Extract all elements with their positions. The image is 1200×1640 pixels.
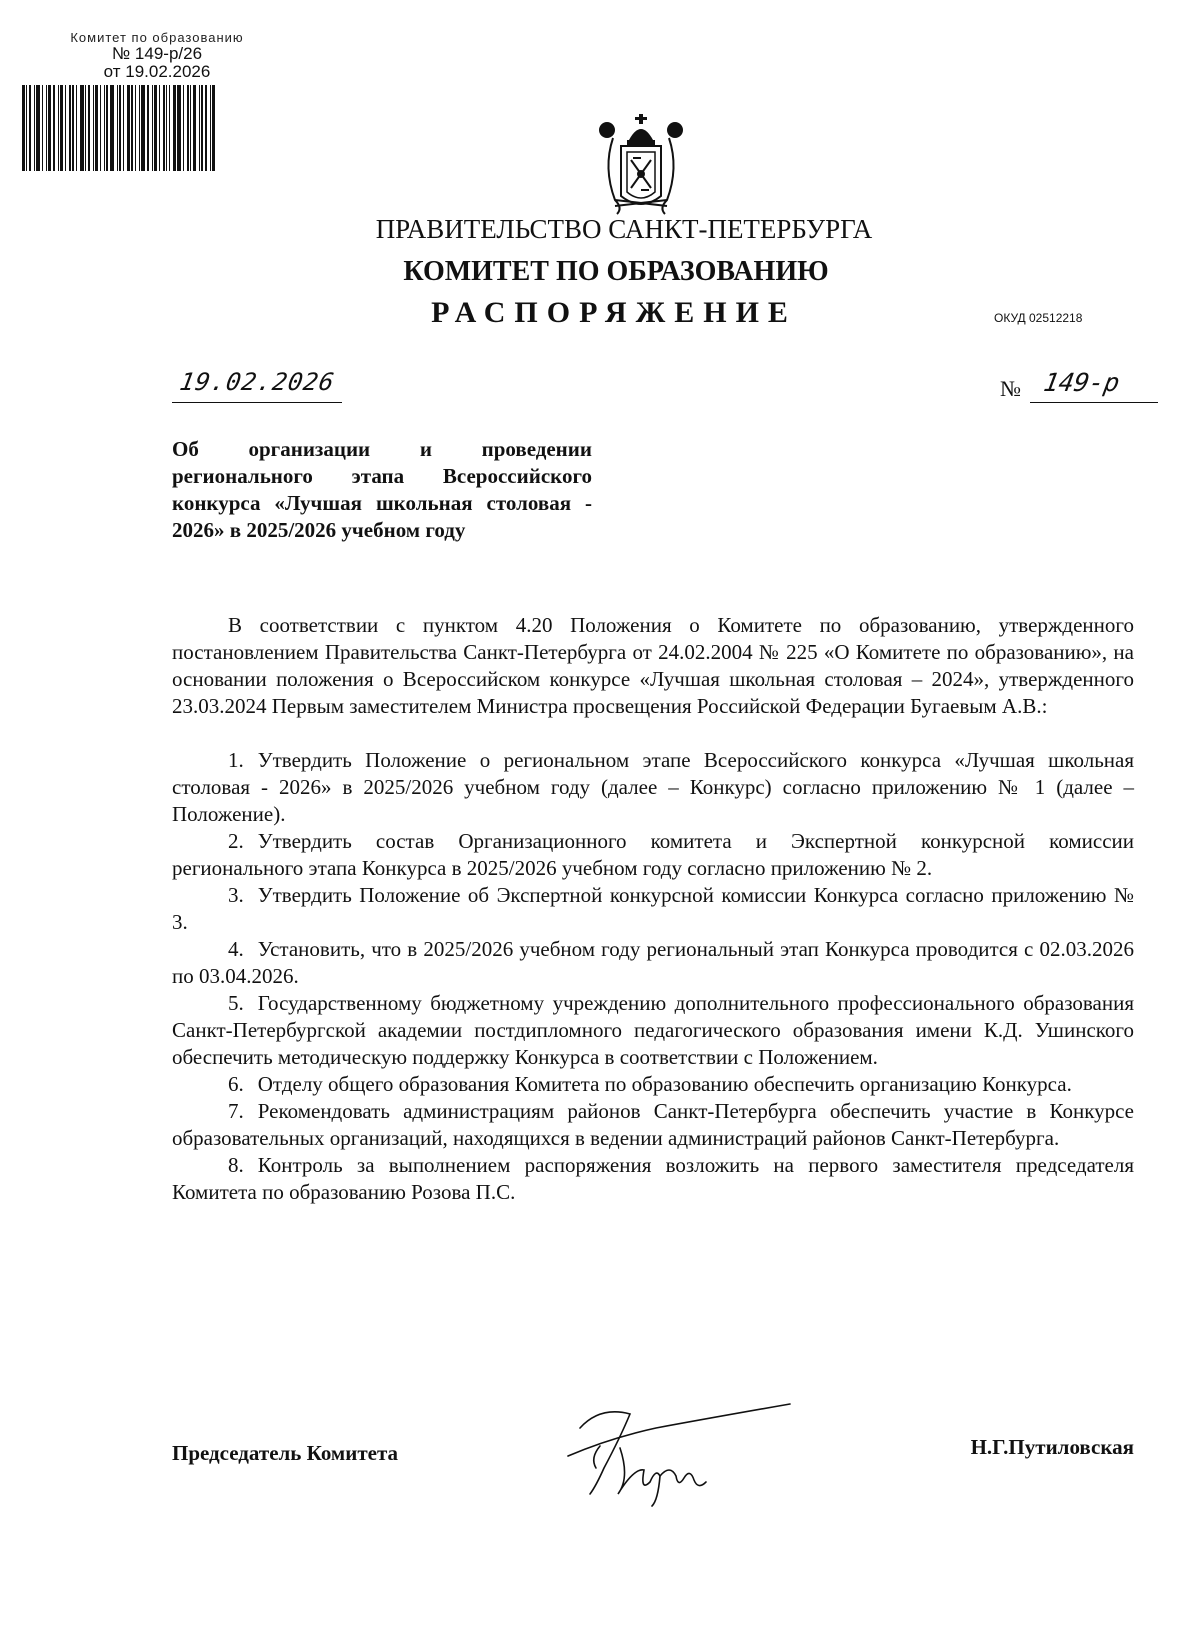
barcode-bar — [183, 85, 184, 171]
number-field — [1030, 368, 1158, 403]
barcode-bar — [173, 85, 176, 171]
order-item — [172, 1071, 1134, 1098]
order-item — [172, 936, 1134, 990]
order-item-text: Рекомендовать администрациям районов Санкт-Петербурга обеспечить участие в Конкурсе образовательных организаций, находящихся в ведении администраций районов Санкт-Петербурга. — [172, 1099, 1134, 1150]
barcode-bar — [139, 85, 140, 171]
order-item — [172, 747, 1134, 828]
barcode-bar — [212, 85, 215, 171]
number-label: № — [1000, 376, 1021, 401]
barcode-bar — [131, 85, 133, 171]
stamp-org: Комитет по образованию — [70, 30, 244, 45]
document-subject: Об организации и проведении регионального этапа Всероссийского конкурса «Лучшая школьная столовая - 2026» в 2025/2026 учебном году — [172, 437, 592, 542]
barcode-bar — [65, 85, 66, 171]
barcode-bar — [69, 85, 71, 171]
document-number — [1000, 368, 1160, 404]
government-title: ПРАВИТЕЛЬСТВО САНКТ-ПЕТЕРБУРГА — [375, 214, 873, 244]
barcode-bar — [147, 85, 149, 171]
barcode-bar — [58, 85, 59, 171]
barcode-bar — [48, 85, 51, 171]
signer-title: Председатель Комитета — [172, 1441, 399, 1465]
handwritten-number: 149-р — [1041, 368, 1122, 397]
order-item — [172, 1098, 1134, 1152]
barcode-bar — [201, 85, 203, 171]
barcode-bar — [46, 85, 47, 171]
barcode-bar — [163, 85, 165, 171]
document-type: РАСПОРЯЖЕНИЕ — [431, 296, 797, 329]
okud-code: ОКУД 02512218 — [994, 311, 1083, 325]
order-item-text: Установить, что в 2025/2026 учебном году региональный этап Конкурса проводится с 02.03.2026 по 03.04.2026. — [172, 937, 1134, 988]
order-item-text: Отделу общего образования Комитета по образованию обеспечить организацию Конкурса. — [257, 1072, 1072, 1096]
barcode-bar — [88, 85, 90, 171]
order-items — [172, 747, 1134, 1206]
stamp-date: от 19.02.2026 — [103, 62, 211, 81]
order-item-number: 2. — [228, 829, 244, 853]
order-item-text: Контроль за выполнением распоряжения возложить на первого заместителя председателя Комитета по образованию Розова П.С. — [172, 1153, 1134, 1204]
order-item-text: Утвердить Положение об Экспертной конкурсной комиссии Конкурса согласно приложению № 3. — [172, 883, 1134, 934]
barcode-bar — [93, 85, 94, 171]
barcode-bar — [152, 85, 153, 171]
barcode-bar — [72, 85, 74, 171]
barcode-bar — [42, 85, 43, 171]
preamble: В соответствии с пунктом 4.20 Положения о Комитете по образованию, утвержденного постановлением Правительства Санкт-Петербурга от 24.02.2004 № 225 «О Комитете по образованию», на основании положения о Всероссийском конкурсе «Лучшая школьная столовая – 2024», утвержденного 23.03.2024 Первым заместителем Министра просвещения Российской Федерации Бугаевым А.В.: — [172, 613, 1134, 718]
order-item — [172, 882, 1134, 936]
order-item-text: Утвердить Положение о региональном этапе Всероссийского конкурса «Лучшая школьная столовая - 2026» в 2025/2026 учебном году (далее – Конкурс) согласно приложению № 1 (далее – Положение). — [172, 748, 1134, 826]
barcode-bar — [34, 85, 35, 171]
barcode-bar — [22, 85, 25, 171]
registration-stamp — [22, 30, 292, 171]
order-item-number: 1. — [228, 748, 244, 772]
signature-icon — [560, 1398, 800, 1508]
order-item-number: 5. — [228, 991, 244, 1015]
order-item — [172, 990, 1134, 1071]
order-item — [172, 1152, 1134, 1206]
barcode-bar — [76, 85, 77, 171]
barcode-bar — [110, 85, 114, 171]
barcode-bar — [135, 85, 136, 171]
barcode-bar — [106, 85, 108, 171]
barcode-bar — [154, 85, 157, 171]
barcode-bar — [177, 85, 181, 171]
barcode-icon — [22, 85, 292, 171]
document-body — [172, 612, 1134, 1206]
barcode-bar — [193, 85, 196, 171]
barcode-bar — [199, 85, 200, 171]
barcode-bar — [190, 85, 191, 171]
barcode-bar — [36, 85, 40, 171]
barcode-bar — [104, 85, 105, 171]
barcode-bar — [187, 85, 189, 171]
barcode-bar — [29, 85, 31, 171]
barcode-bar — [210, 85, 211, 171]
document-date — [172, 368, 342, 403]
barcode-bar — [100, 85, 101, 171]
order-item-text: Государственному бюджетному учреждению дополнительного профессионального образования Санкт-Петербургской академии постдипломного педагогического образования имени К.Д. Ушинского обеспечить методическую поддержку Конкурса в соответствии с Положением. — [172, 991, 1134, 1069]
order-item-number: 8. — [228, 1153, 244, 1177]
barcode-bar — [119, 85, 121, 171]
barcode-bar — [169, 85, 170, 171]
order-item-number: 7. — [228, 1099, 244, 1123]
barcode-bar — [80, 85, 84, 171]
barcode-bar — [95, 85, 98, 171]
handwritten-date: 19.02.2026 — [177, 368, 337, 396]
barcode-bar — [85, 85, 86, 171]
stamp-number: № 149-р/26 — [111, 44, 203, 63]
barcode-bar — [60, 85, 63, 171]
order-item-number: 4. — [228, 937, 244, 961]
order-item-number: 3. — [228, 883, 244, 907]
signer-name: Н.Г.Путиловская — [970, 1435, 1134, 1459]
order-item-number: 6. — [228, 1072, 244, 1096]
barcode-bar — [53, 85, 55, 171]
order-item — [172, 828, 1134, 882]
barcode-bar — [159, 85, 160, 171]
barcode-bar — [26, 85, 27, 171]
coat-of-arms-icon — [593, 108, 689, 218]
barcode-bar — [117, 85, 118, 171]
barcode-bar — [141, 85, 145, 171]
committee-title: КОМИТЕТ ПО ОБРАЗОВАНИЮ — [403, 256, 829, 287]
order-item-text: Утвердить состав Организационного комитета и Экспертной конкурсной комиссии регионального этапа Конкурса в 2025/2026 учебном году согласно приложению № 2. — [172, 829, 1134, 880]
barcode-bar — [127, 85, 130, 171]
barcode-bar — [166, 85, 167, 171]
barcode-bar — [123, 85, 124, 171]
barcode-bar — [205, 85, 207, 171]
